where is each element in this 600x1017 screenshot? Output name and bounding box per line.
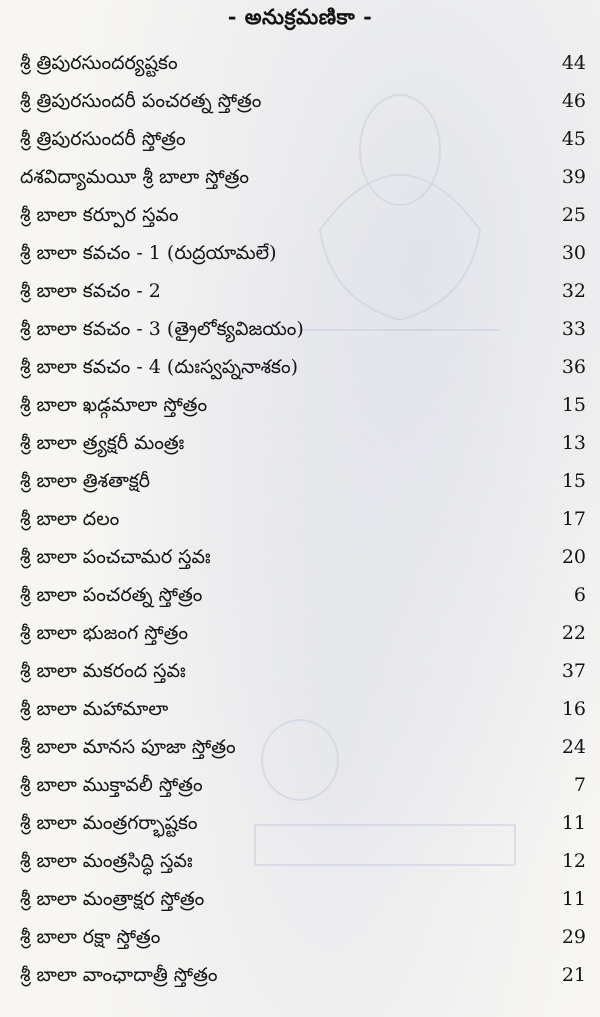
toc-entry-title: శ్రీ త్రిపురసుందరీ పంచరత్న స్తోత్రం	[20, 90, 262, 112]
toc-entry-title: శ్రీ బాలా కవచం - 3 (త్రైలోక్యవిజయం)	[20, 318, 304, 340]
page-title: - అనుక్రమణికా -	[227, 4, 373, 29]
toc-entry-page: 11	[561, 812, 586, 834]
toc-entry-title: శ్రీ బాలా త్ర్యక్షరీ మంత్రః	[20, 432, 185, 454]
toc-entry-title: శ్రీ బాలా భుజంగ స్తోత్రం	[20, 622, 189, 644]
toc-entry-title: శ్రీ బాలా రక్షా స్తోత్రం	[20, 926, 161, 948]
toc-entry-page: 6	[573, 584, 586, 606]
toc-entry-title: శ్రీ బాలా మంత్రసిద్ధి స్తవః	[20, 850, 193, 872]
toc-entry-page: 33	[561, 318, 586, 340]
toc-entry-title: శ్రీ త్రిపురసుందరీ స్తోత్రం	[20, 128, 186, 150]
toc-entry	[0, 386, 600, 424]
toc-entry	[0, 44, 600, 82]
toc-entry-page: 11	[561, 888, 586, 910]
toc-entry	[0, 956, 600, 994]
toc-entry	[0, 538, 600, 576]
toc-entry	[0, 462, 600, 500]
toc-entry	[0, 766, 600, 804]
toc-entry-page: 24	[561, 736, 586, 758]
toc-entry-page: 36	[561, 356, 586, 378]
toc-entry	[0, 348, 600, 386]
toc-entry	[0, 500, 600, 538]
toc-entry-page: 39	[561, 166, 586, 188]
toc-entry-title: శ్రీ బాలా ఖడ్గమాలా స్తోత్రం	[20, 394, 208, 416]
toc-entry	[0, 272, 600, 310]
toc-entry	[0, 918, 600, 956]
toc-entry-title: శ్రీ బాలా మకరంద స్తవః	[20, 660, 186, 682]
toc-entry-page: 7	[573, 774, 586, 796]
table-of-contents	[0, 44, 600, 994]
toc-entry	[0, 652, 600, 690]
toc-entry-page: 13	[561, 432, 586, 454]
toc-entry	[0, 576, 600, 614]
toc-entry-page: 21	[561, 964, 586, 986]
toc-entry-page: 16	[561, 698, 586, 720]
toc-entry-title: శ్రీ బాలా కవచం - 4 (దుఃస్వప్ననాశకం)	[20, 356, 298, 378]
toc-entry-title: శ్రీ బాలా పంచరత్న స్తోత్రం	[20, 584, 203, 606]
toc-entry	[0, 804, 600, 842]
toc-entry	[0, 880, 600, 918]
toc-entry-page: 22	[561, 622, 586, 644]
toc-entry	[0, 310, 600, 348]
toc-entry-page: 30	[561, 242, 586, 264]
toc-entry-title: శ్రీ బాలా త్రిశతాక్షరీ	[20, 470, 151, 492]
toc-entry-page: 20	[561, 546, 586, 568]
toc-entry-page: 32	[561, 280, 586, 302]
toc-entry-title: శ్రీ బాలా ముక్తావలీ స్తోత్రం	[20, 774, 203, 796]
toc-entry-title: శ్రీ బాలా కవచం - 1 (రుద్రయామలే)	[20, 242, 277, 264]
toc-entry-page: 12	[561, 850, 586, 872]
toc-entry-page: 44	[561, 52, 586, 74]
toc-entry-title: శ్రీ బాలా కవచం - 2	[20, 280, 161, 302]
toc-entry	[0, 234, 600, 272]
toc-entry-title: శ్రీ బాలా కర్పూర స్తవం	[20, 204, 179, 226]
toc-entry-title: శ్రీ త్రిపురసుందర్యష్టకం	[20, 52, 178, 74]
toc-entry-title: శ్రీ బాలా మానస పూజా స్తోత్రం	[20, 736, 236, 758]
toc-entry	[0, 196, 600, 234]
toc-entry	[0, 158, 600, 196]
toc-entry-page: 29	[561, 926, 586, 948]
toc-entry-page: 25	[561, 204, 586, 226]
toc-entry-page: 46	[561, 90, 586, 112]
toc-entry-page: 15	[561, 394, 586, 416]
toc-entry-page: 17	[561, 508, 586, 530]
toc-entry-title: శ్రీ బాలా మహామాలా	[20, 698, 169, 720]
toc-entry-title: శ్రీ బాలా మంత్రగర్భాష్టకం	[20, 812, 198, 834]
toc-entry-title: శ్రీ బాలా వాంఛాదాత్రీ స్తోత్రం	[20, 964, 218, 986]
toc-entry-title: దశవిద్యామయీ శ్రీ బాలా స్తోత్రం	[20, 166, 250, 188]
toc-entry	[0, 690, 600, 728]
toc-entry	[0, 424, 600, 462]
toc-entry-page: 15	[561, 470, 586, 492]
toc-entry-page: 45	[561, 128, 586, 150]
toc-entry	[0, 82, 600, 120]
toc-entry	[0, 120, 600, 158]
toc-entry-title: శ్రీ బాలా పంచచామర స్తవః	[20, 546, 211, 568]
toc-entry	[0, 728, 600, 766]
toc-entry-title: శ్రీ బాలా మంత్రాక్షర స్తోత్రం	[20, 888, 205, 910]
toc-entry	[0, 842, 600, 880]
toc-entry-page: 37	[561, 660, 586, 682]
toc-entry	[0, 614, 600, 652]
toc-entry-title: శ్రీ బాలా దలం	[20, 508, 120, 530]
